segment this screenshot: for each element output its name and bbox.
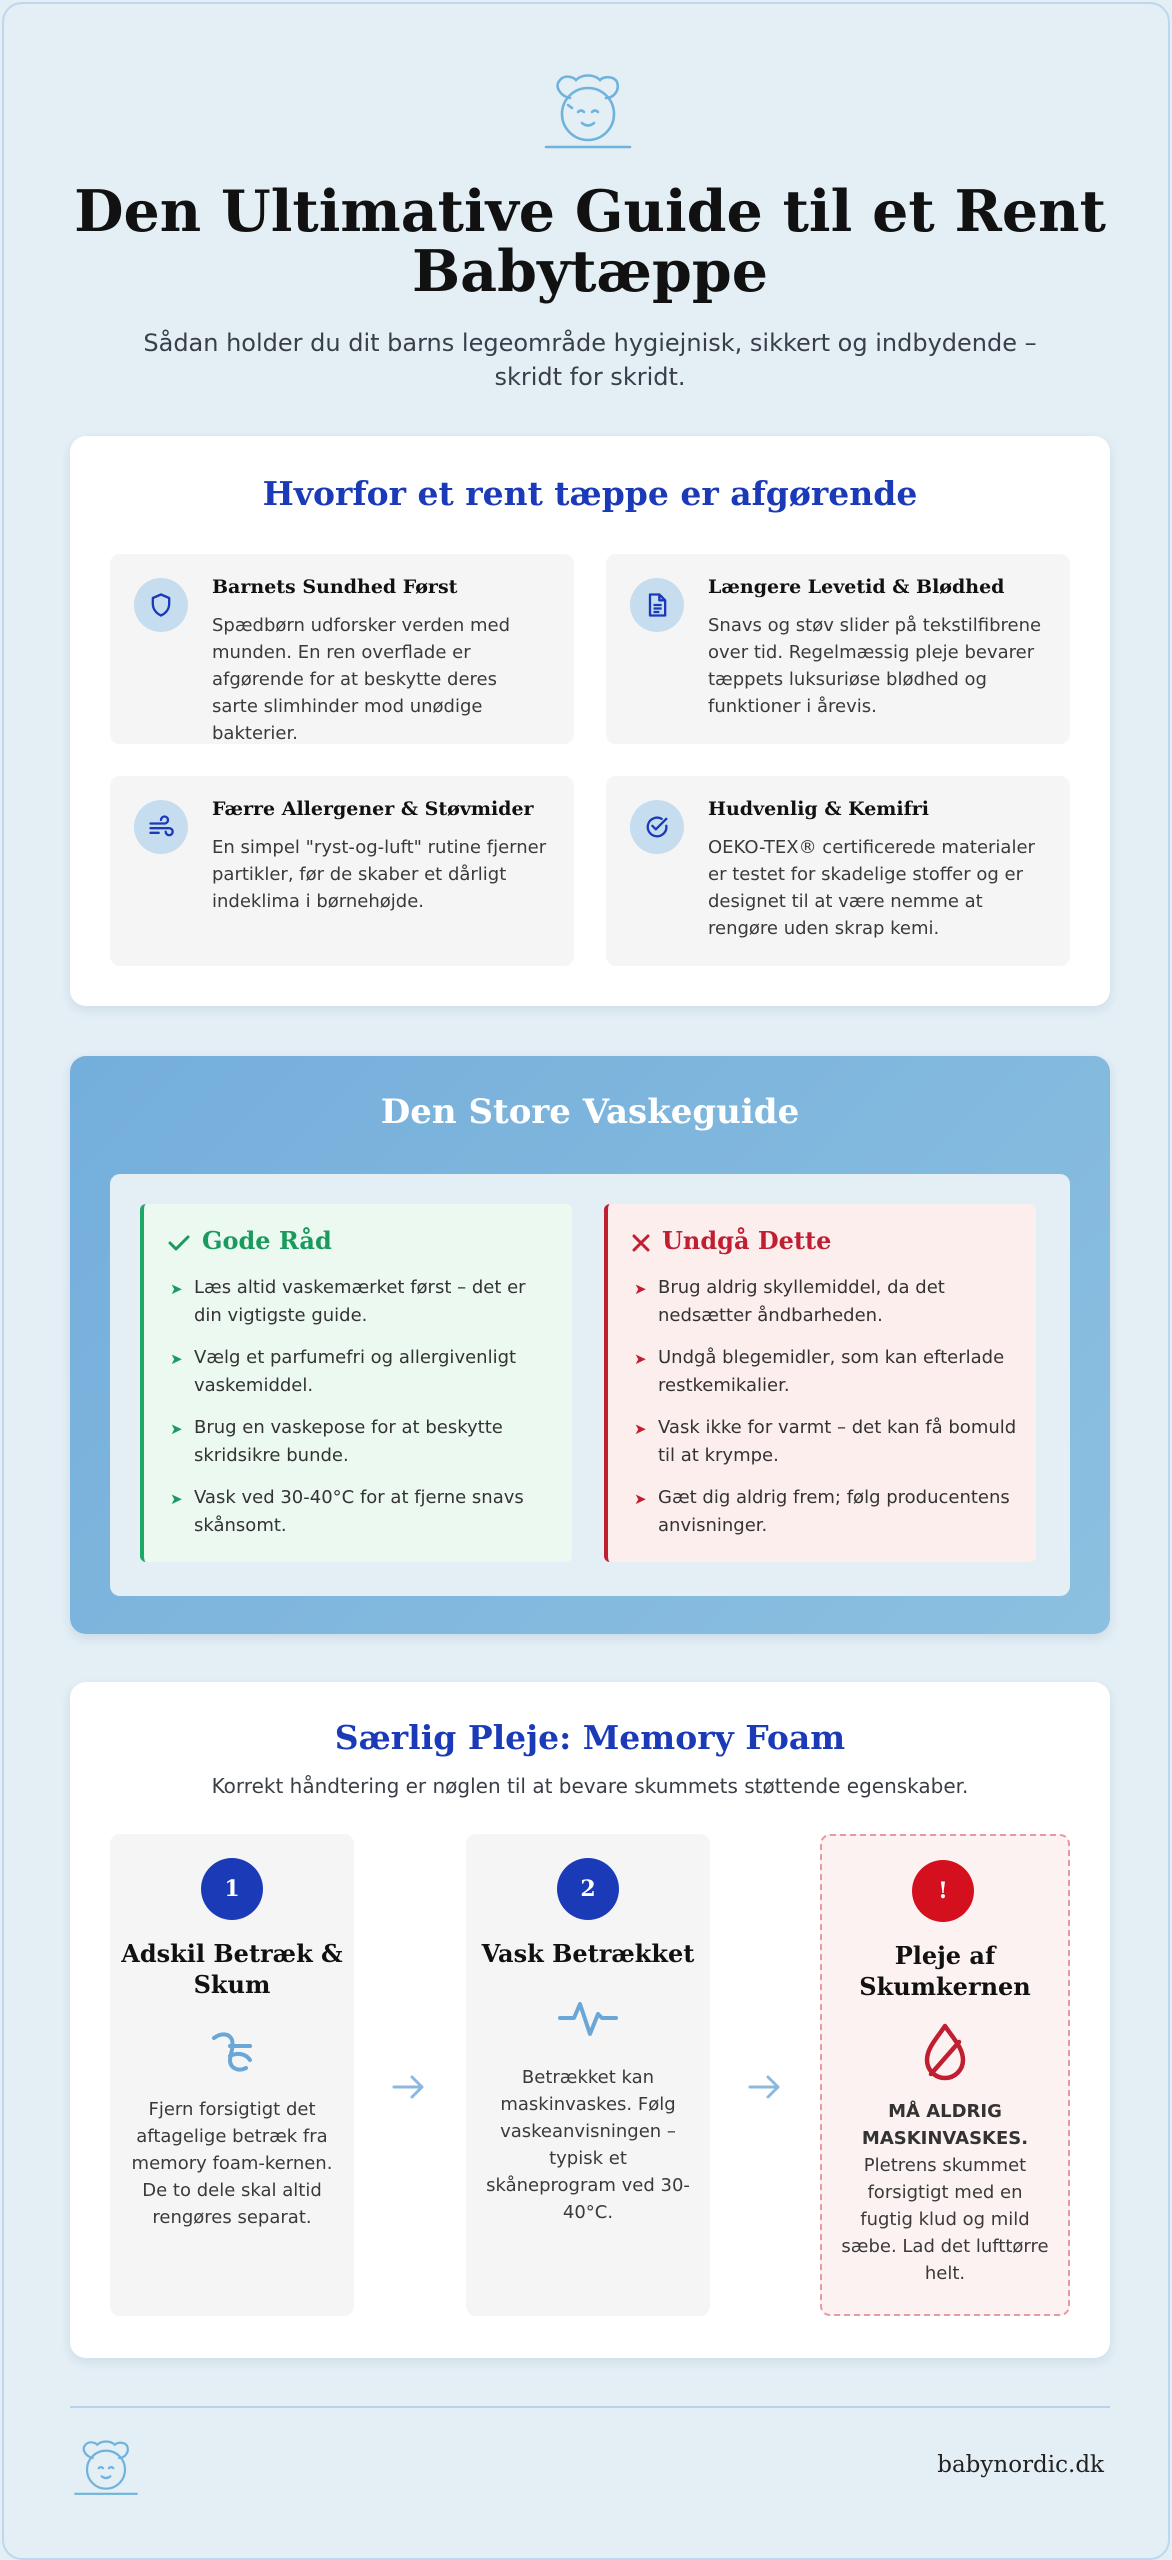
list-item bbox=[634, 1274, 1020, 1330]
why-item-title: Barnets Sundhed Først bbox=[212, 576, 458, 598]
why-item-text: En simpel "ryst-og-luft" rutine fjerner partikler, før de skaber et dårligt indeklima i børnehøjde. bbox=[212, 837, 547, 912]
why-item-text: OEKO-TEX® certificerede materialer er testet for skadelige stoffer og er designet til at være nemme at rengøre uden skrap kemi. bbox=[708, 837, 1035, 939]
arrow-right-icon bbox=[744, 2072, 784, 2102]
good-advice-column bbox=[140, 1204, 572, 1562]
memory-subtitle: Korrekt håndtering er nøglen til at bevare skummets støttende egenskaber. bbox=[211, 1774, 969, 1798]
avoid-column bbox=[604, 1204, 1036, 1562]
list-item bbox=[170, 1274, 556, 1330]
step-2 bbox=[466, 1834, 710, 2316]
list-item-text: Vask ikke for varmt – det kan få bomuld til at krympe. bbox=[658, 1417, 1017, 1466]
shield-icon bbox=[134, 578, 188, 632]
step-badge: ! bbox=[912, 1860, 974, 1922]
list-item bbox=[634, 1484, 1020, 1540]
page-title: Den Ultimative Guide til et Rent Babytæppe bbox=[74, 178, 1106, 305]
arrow-right-icon: ➤ bbox=[634, 1490, 647, 1508]
why-item-text: Snavs og støv slider på tekstilfibrene over tid. Regelmæssig pleje bevarer tæppets luksuriøse blødhed og funktioner i årevis. bbox=[708, 615, 1042, 717]
list-item-text: Gæt dig aldrig frem; følg producentens anvisninger. bbox=[658, 1487, 1010, 1536]
step-text bbox=[840, 2098, 1050, 2287]
why-item-text: Spædbørn udforsker verden med munden. En ren overflade er afgørende for at beskytte deres sarte slimhinder mod unødige bakterier. bbox=[212, 615, 511, 744]
list-item-text: Brug aldrig skyllemiddel, da det nedsætter åndbarheden. bbox=[658, 1277, 945, 1326]
list-item-text: Vælg et parfumefri og allergivenligt vaskemiddel. bbox=[194, 1347, 517, 1396]
good-advice-list bbox=[170, 1274, 556, 1554]
step-title: Vask Betrækket bbox=[481, 1939, 695, 1968]
step-title: Pleje af Skumkernen bbox=[859, 1941, 1031, 2001]
list-item bbox=[634, 1414, 1020, 1470]
page bbox=[2, 2, 1170, 2560]
why-item-title: Længere Levetid & Blødhed bbox=[708, 576, 1005, 598]
arrow-right-icon: ➤ bbox=[170, 1280, 183, 1298]
arrow-right-icon: ➤ bbox=[170, 1490, 183, 1508]
arrow-right-icon: ➤ bbox=[170, 1420, 183, 1438]
why-item-title: Hudvenlig & Kemifri bbox=[708, 798, 930, 820]
page-subtitle: Sådan holder du dit barns legeområde hygiejnisk, sikkert og indbydende – skridt for skridt. bbox=[143, 329, 1037, 391]
list-item bbox=[634, 1344, 1020, 1400]
cross-icon bbox=[632, 1234, 650, 1252]
baby-face-icon bbox=[72, 2436, 140, 2496]
avoid-title: Undgå Dette bbox=[662, 1226, 832, 1255]
list-item-text: Vask ved 30-40°C for at fjerne snavs skånsomt. bbox=[194, 1487, 524, 1536]
step-badge: 1 bbox=[201, 1858, 263, 1920]
arrow-right-icon bbox=[388, 2072, 428, 2102]
document-icon bbox=[630, 578, 684, 632]
check-circle-icon bbox=[630, 800, 684, 854]
good-advice-title: Gode Råd bbox=[202, 1226, 332, 1255]
no-water-icon bbox=[913, 2020, 977, 2084]
arrow-right-icon: ➤ bbox=[170, 1350, 183, 1368]
why-item-allergens bbox=[110, 776, 574, 966]
step-title: Adskil Betræk & Skum bbox=[121, 1939, 343, 1999]
why-item-health bbox=[110, 554, 574, 744]
why-section bbox=[70, 436, 1110, 1006]
why-item-lifetime bbox=[606, 554, 1070, 744]
footer-url[interactable]: babynordic.dk bbox=[937, 2452, 1104, 2478]
good-advice-heading bbox=[168, 1226, 332, 1255]
step-text-body: Pletrens skummet forsigtigt med en fugtig klud og mild sæbe. Lad det lufttørre helt. bbox=[841, 2155, 1049, 2284]
footer-divider bbox=[70, 2406, 1110, 2408]
baby-face-icon bbox=[542, 68, 634, 150]
step-3 bbox=[820, 1834, 1070, 2316]
list-item-text: Læs altid vaskemærket først – det er din vigtigste guide. bbox=[194, 1277, 526, 1326]
step-badge: 2 bbox=[557, 1858, 619, 1920]
step-text: Betrækket kan maskinvaskes. Følg vaskeanvisningen – typisk et skåneprogram ved 30-40°C. bbox=[486, 2067, 690, 2223]
wash-panel bbox=[110, 1174, 1070, 1596]
list-item-text: Undgå blegemidler, som kan efterlade restkemikalier. bbox=[658, 1347, 1005, 1396]
why-item-skin bbox=[606, 776, 1070, 966]
wash-guide-section bbox=[70, 1056, 1110, 1634]
activity-icon bbox=[556, 1986, 620, 2050]
list-item bbox=[170, 1344, 556, 1400]
why-title: Hvorfor et rent tæppe er afgørende bbox=[262, 474, 918, 513]
why-item-title: Færre Allergener & Støvmider bbox=[212, 798, 534, 820]
arrow-right-icon: ➤ bbox=[634, 1420, 647, 1438]
avoid-heading bbox=[632, 1226, 831, 1255]
wind-icon bbox=[134, 800, 188, 854]
arrow-right-icon: ➤ bbox=[634, 1280, 647, 1298]
separate-icon bbox=[200, 2020, 264, 2084]
step-1 bbox=[110, 1834, 354, 2316]
wash-title: Den Store Vaskeguide bbox=[380, 1092, 800, 1132]
checkmark-icon bbox=[168, 1234, 190, 1252]
step-text: Fjern forsigtigt det aftagelige betræk fra memory foam-kernen. De to dele skal altid rengøres separat. bbox=[131, 2099, 333, 2228]
avoid-list bbox=[634, 1274, 1020, 1554]
list-item bbox=[170, 1414, 556, 1470]
arrow-right-icon: ➤ bbox=[634, 1350, 647, 1368]
list-item bbox=[170, 1484, 556, 1540]
memory-foam-section bbox=[70, 1682, 1110, 2358]
warning-label: MÅ ALDRIG MASKINVASKES. bbox=[861, 2101, 1029, 2149]
memory-title: Særlig Pleje: Memory Foam bbox=[334, 1718, 846, 1757]
list-item-text: Brug en vaskepose for at beskytte skridsikre bunde. bbox=[194, 1417, 503, 1466]
